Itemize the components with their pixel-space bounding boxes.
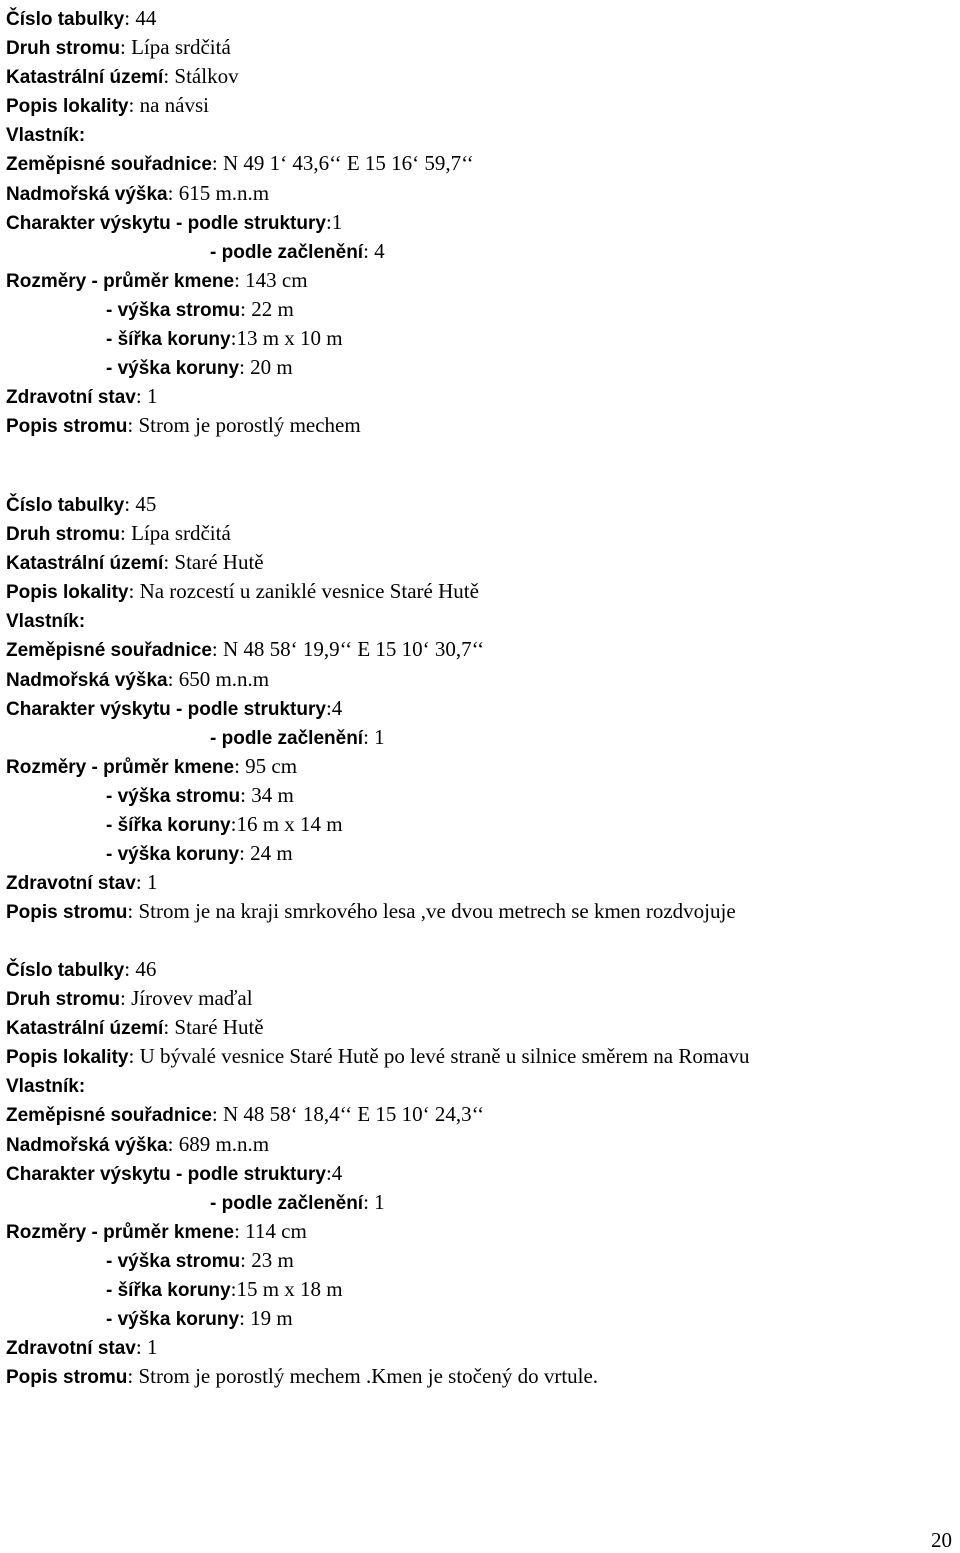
tree-species-value: : Jírovev maďal xyxy=(120,986,253,1011)
trunk-diameter-label: Rozměry - průměr kmene xyxy=(6,270,235,292)
occurrence-structure-value: :4 xyxy=(325,1160,343,1185)
tree-description-label: Popis stromu xyxy=(6,902,128,924)
table-number-value: : 46 xyxy=(124,957,157,981)
coordinates-label: Zeměpisné souřadnice xyxy=(6,154,212,176)
coordinates-label: Zeměpisné souřadnice xyxy=(6,1105,212,1127)
locality-description-row xyxy=(6,577,946,606)
table-number-value: : 45 xyxy=(124,492,157,516)
cadastral-area-label: Katastrální území xyxy=(6,1018,164,1040)
tree-species-value: : Lípa srdčitá xyxy=(120,35,231,60)
trunk-diameter-value: : 114 cm xyxy=(234,1218,307,1243)
tree-description-row xyxy=(6,1362,946,1391)
tree-record-45 xyxy=(6,490,946,926)
crown-width-value: :16 m x 14 m xyxy=(230,812,343,837)
occurrence-integration-value: : 1 xyxy=(363,724,385,749)
tree-species-row xyxy=(6,519,946,548)
tree-height-value: : 22 m xyxy=(240,296,294,321)
table-number-value: : 44 xyxy=(124,6,157,30)
cadastral-area-row xyxy=(6,62,946,91)
trunk-diameter-row xyxy=(6,1217,946,1246)
tree-height-label: - výška stromu xyxy=(106,785,241,807)
tree-species-row xyxy=(6,984,946,1013)
occurrence-integration-row xyxy=(6,1188,946,1217)
owner-row xyxy=(6,120,946,149)
crown-width-row xyxy=(6,324,946,353)
occurrence-integration-label: - podle začlenění xyxy=(210,727,364,749)
page-number: 20 xyxy=(931,1528,952,1552)
crown-width-label: - šířka koruny xyxy=(106,329,231,351)
table-number-label: Číslo tabulky xyxy=(6,495,125,516)
occurrence-structure-value: :4 xyxy=(325,695,343,720)
tree-height-label: - výška stromu xyxy=(106,1250,241,1272)
trunk-diameter-value: : 143 cm xyxy=(234,267,308,292)
owner-label: Vlastník: xyxy=(6,611,86,633)
occurrence-structure-row xyxy=(6,1159,946,1188)
crown-width-label: - šířka koruny xyxy=(106,1280,231,1302)
altitude-value: : 615 m.n.m xyxy=(167,180,270,205)
locality-description-row xyxy=(6,1042,946,1071)
coordinates-value: : N 49 1‘ 43,6‘‘ E 15 16‘ 59,7‘‘ xyxy=(211,151,474,176)
occurrence-structure-label: Charakter výskytu - podle struktury xyxy=(6,698,326,720)
locality-description-label: Popis lokality xyxy=(6,582,129,604)
tree-height-row xyxy=(6,1246,946,1275)
coordinates-value: : N 48 58‘ 18,4‘‘ E 15 10‘ 24,3‘‘ xyxy=(211,1102,485,1127)
cadastral-area-label: Katastrální území xyxy=(6,553,164,575)
trunk-diameter-row xyxy=(6,266,946,295)
occurrence-integration-label: - podle začlenění xyxy=(210,241,364,263)
trunk-diameter-row xyxy=(6,752,946,781)
tree-record-44 xyxy=(6,4,946,440)
tree-description-value: : Strom je porostlý mechem xyxy=(127,413,361,438)
altitude-label: Nadmořská výška xyxy=(6,183,168,205)
coordinates-row xyxy=(6,1100,946,1129)
crown-height-row xyxy=(6,839,946,868)
tree-species-label: Druh stromu xyxy=(6,38,120,60)
tree-description-value: : Strom je na kraji smrkového lesa ,ve dvou metrech se kmen rozdvojuje xyxy=(127,899,736,924)
occurrence-integration-row xyxy=(6,237,946,266)
crown-height-row xyxy=(6,1304,946,1333)
tree-species-value: : Lípa srdčitá xyxy=(120,521,231,546)
tree-height-row xyxy=(6,781,946,810)
tree-species-row xyxy=(6,33,946,62)
tree-record-46 xyxy=(6,955,946,1391)
owner-row xyxy=(6,1071,946,1100)
coordinates-value: : N 48 58‘ 19,9‘‘ E 15 10‘ 30,7‘‘ xyxy=(211,637,485,662)
locality-description-label: Popis lokality xyxy=(6,1047,129,1069)
crown-width-label: - šířka koruny xyxy=(106,815,231,837)
occurrence-structure-label: Charakter výskytu - podle struktury xyxy=(6,212,326,234)
locality-description-value: : U bývalé vesnice Staré Hutě po levé straně u silnice směrem na Romavu xyxy=(128,1044,750,1069)
altitude-row xyxy=(6,665,946,694)
crown-height-label: - výška koruny xyxy=(106,844,240,866)
health-status-label: Zdravotní stav xyxy=(6,1338,136,1360)
altitude-value: : 650 m.n.m xyxy=(167,666,270,691)
crown-height-value: : 20 m xyxy=(239,355,293,380)
locality-description-label: Popis lokality xyxy=(6,96,129,118)
health-status-value: : 1 xyxy=(135,1335,158,1360)
altitude-label: Nadmořská výška xyxy=(6,669,168,691)
cadastral-area-value: : Stálkov xyxy=(163,64,239,89)
trunk-diameter-label: Rozměry - průměr kmene xyxy=(6,756,235,778)
crown-height-label: - výška koruny xyxy=(106,1309,240,1331)
tree-description-value: : Strom je porostlý mechem .Kmen je stočený do vrtule. xyxy=(127,1364,599,1389)
tree-description-label: Popis stromu xyxy=(6,1367,128,1389)
cadastral-area-label: Katastrální území xyxy=(6,67,164,89)
owner-label: Vlastník: xyxy=(6,1076,86,1098)
crown-height-label: - výška koruny xyxy=(106,358,240,380)
occurrence-integration-value: : 1 xyxy=(363,1189,385,1214)
altitude-row xyxy=(6,179,946,208)
trunk-diameter-value: : 95 cm xyxy=(234,753,298,778)
coordinates-row xyxy=(6,149,946,178)
crown-width-row xyxy=(6,810,946,839)
tree-description-row xyxy=(6,411,946,440)
table-number-row xyxy=(6,4,946,33)
occurrence-integration-label: - podle začlenění xyxy=(210,1192,364,1214)
coordinates-label: Zeměpisné souřadnice xyxy=(6,640,212,662)
crown-width-row xyxy=(6,1275,946,1304)
locality-description-row xyxy=(6,91,946,120)
crown-height-row xyxy=(6,353,946,382)
occurrence-structure-row xyxy=(6,694,946,723)
health-status-value: : 1 xyxy=(135,384,158,409)
crown-height-value: : 24 m xyxy=(239,841,293,866)
trunk-diameter-label: Rozměry - průměr kmene xyxy=(6,1221,235,1243)
coordinates-row xyxy=(6,635,946,664)
occurrence-integration-value: : 4 xyxy=(363,238,385,263)
health-status-label: Zdravotní stav xyxy=(6,873,136,895)
tree-species-label: Druh stromu xyxy=(6,989,120,1011)
cadastral-area-value: : Staré Hutě xyxy=(163,1015,264,1040)
tree-height-label: - výška stromu xyxy=(106,299,241,321)
health-status-value: : 1 xyxy=(135,870,158,895)
occurrence-integration-row xyxy=(6,723,946,752)
locality-description-value: : Na rozcestí u zaniklé vesnice Staré Hutě xyxy=(128,579,479,604)
tree-species-label: Druh stromu xyxy=(6,524,120,546)
tree-height-value: : 34 m xyxy=(240,782,294,807)
table-number-label: Číslo tabulky xyxy=(6,9,125,30)
table-number-row xyxy=(6,490,946,519)
altitude-label: Nadmořská výška xyxy=(6,1134,168,1156)
occurrence-structure-value: :1 xyxy=(325,209,343,234)
health-status-row xyxy=(6,382,946,411)
table-number-label: Číslo tabulky xyxy=(6,960,125,981)
altitude-value: : 689 m.n.m xyxy=(167,1131,270,1156)
tree-height-row xyxy=(6,295,946,324)
health-status-label: Zdravotní stav xyxy=(6,387,136,409)
cadastral-area-row xyxy=(6,548,946,577)
health-status-row xyxy=(6,868,946,897)
table-number-row xyxy=(6,955,946,984)
occurrence-structure-row xyxy=(6,208,946,237)
crown-width-value: :15 m x 18 m xyxy=(230,1277,343,1302)
cadastral-area-row xyxy=(6,1013,946,1042)
health-status-row xyxy=(6,1333,946,1362)
tree-description-label: Popis stromu xyxy=(6,416,128,438)
owner-row xyxy=(6,606,946,635)
crown-height-value: : 19 m xyxy=(239,1306,293,1331)
occurrence-structure-label: Charakter výskytu - podle struktury xyxy=(6,1163,326,1185)
locality-description-value: : na návsi xyxy=(128,93,209,118)
tree-description-row xyxy=(6,897,946,926)
owner-label: Vlastník: xyxy=(6,125,86,147)
tree-height-value: : 23 m xyxy=(240,1247,294,1272)
cadastral-area-value: : Staré Hutě xyxy=(163,550,264,575)
crown-width-value: :13 m x 10 m xyxy=(230,326,343,351)
altitude-row xyxy=(6,1130,946,1159)
